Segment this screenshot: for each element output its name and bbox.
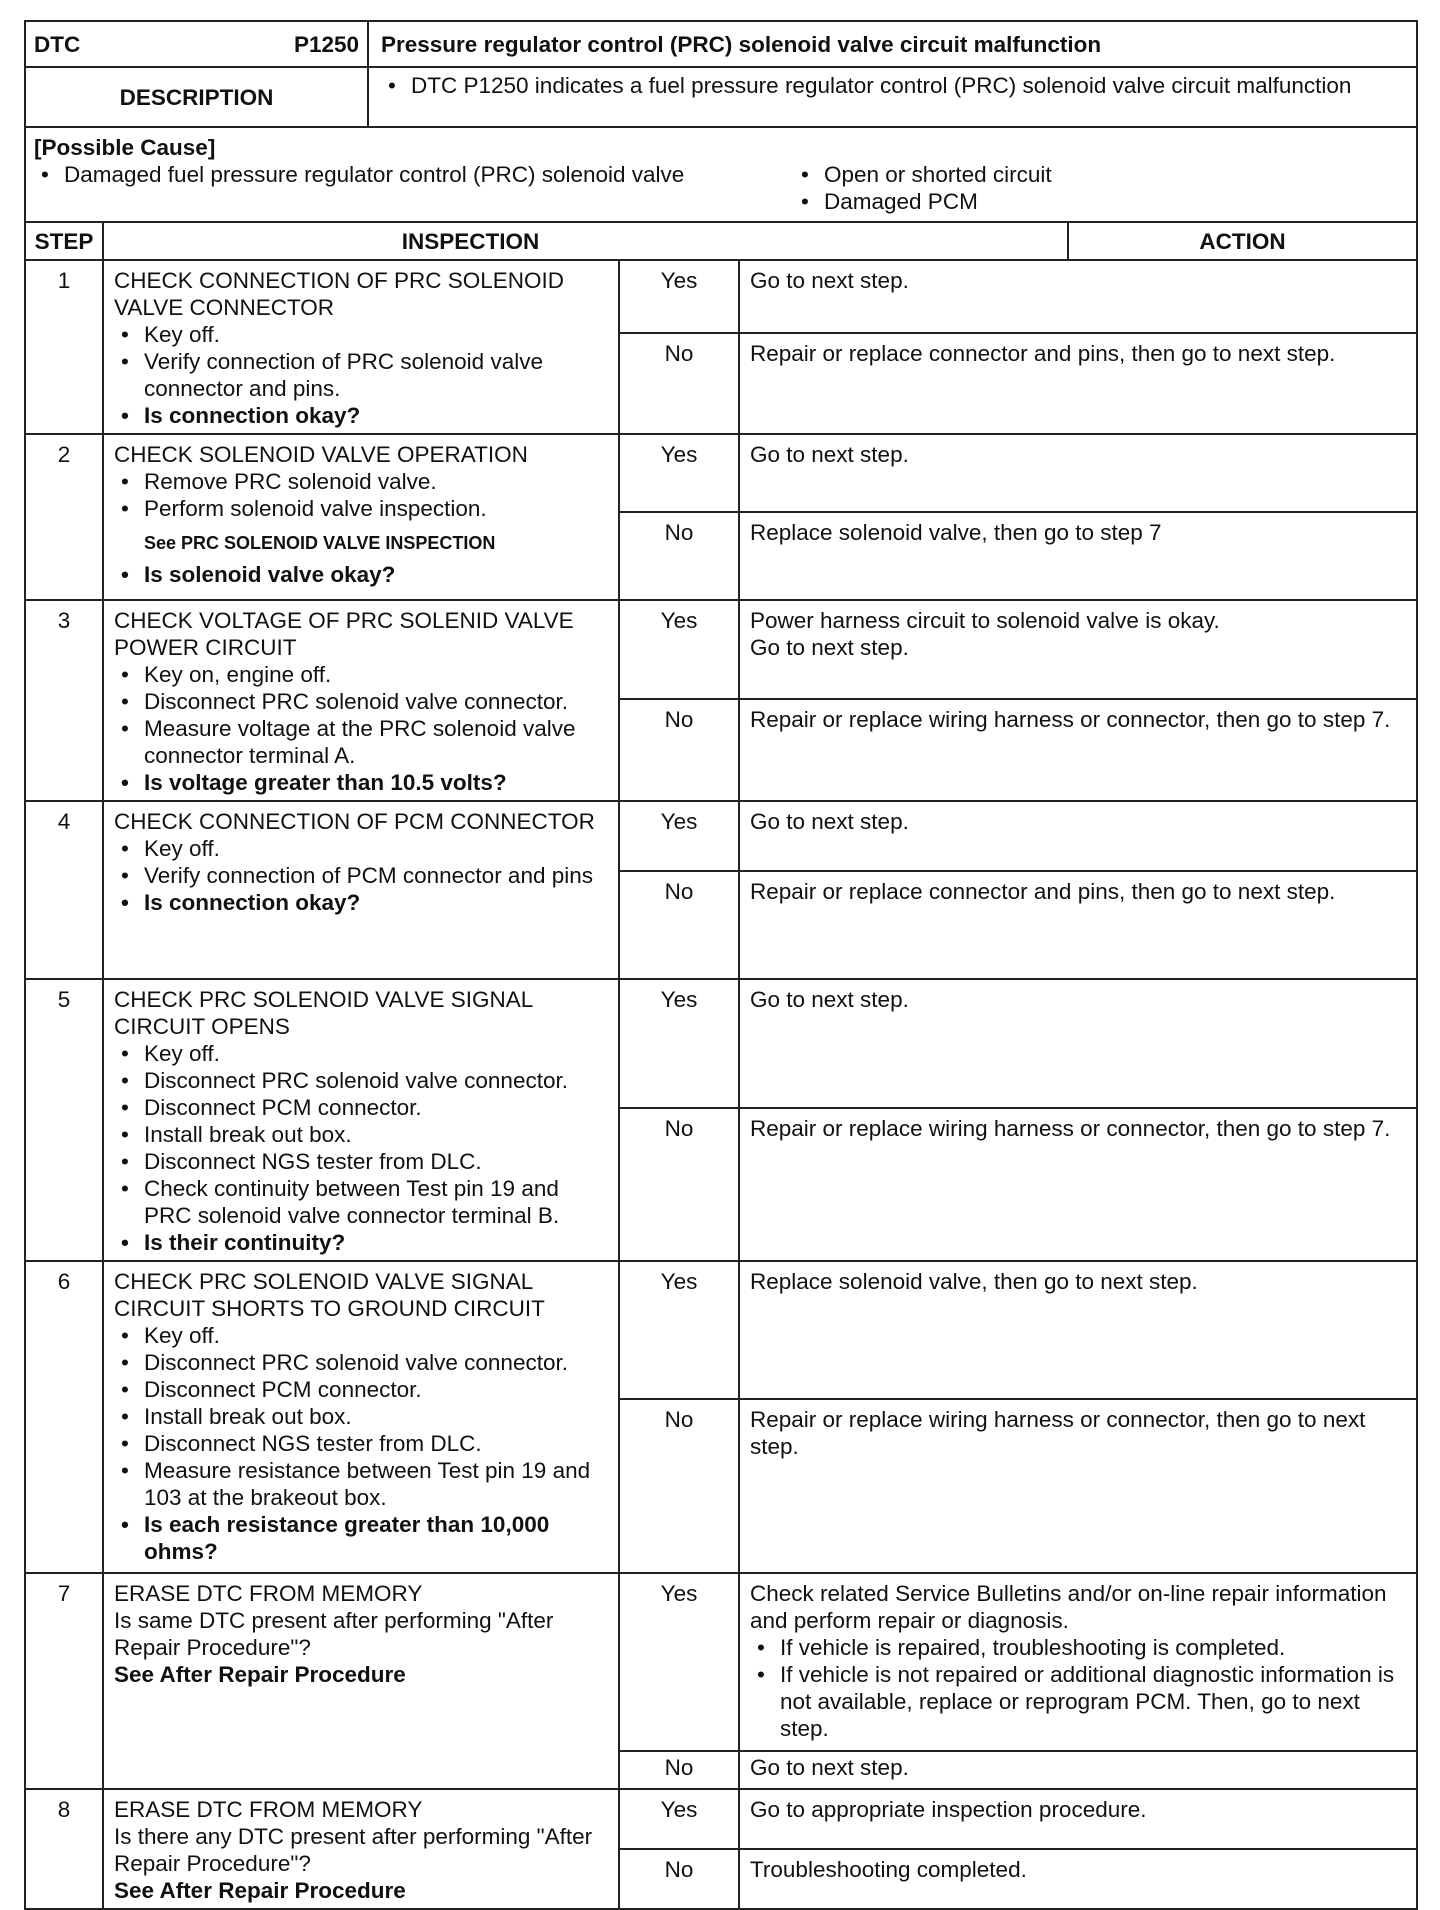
yes-label: Yes (619, 600, 739, 699)
yes-action: Replace solenoid valve, then go to next step. (739, 1261, 1417, 1399)
no-action: Repair or replace wiring harness or connector, then go to step 7. (739, 1108, 1417, 1261)
no-label: No (619, 512, 739, 600)
col-header-action: ACTION (1068, 222, 1417, 260)
dtc-table (24, 20, 1418, 261)
yes-label: Yes (619, 801, 739, 871)
yes-action: Go to next step. (739, 434, 1417, 512)
no-action: Repair or replace wiring harness or connector, then go to step 7. (739, 699, 1417, 801)
yes-label: Yes (619, 434, 739, 512)
step-row-8 (25, 1789, 1417, 1849)
see-reference: See After Repair Procedure (114, 1878, 406, 1903)
step-question: • Is their continuity? (114, 1229, 610, 1256)
step-inspection: CHECK VOLTAGE OF PRC SOLENID VALVE POWER CIRCUIT • Key on, engine off. • Disconnect PRC solenoid valve connector. • Measure voltage at the PRC solenoid valve connector terminal A. • Is voltage greater than 10.5 volts? (103, 600, 619, 801)
step-question: • Is connection okay? (114, 402, 610, 429)
description-label: DESCRIPTION (25, 67, 368, 127)
col-header-step: STEP (25, 222, 103, 260)
step-number: 3 (25, 600, 103, 801)
no-action: Troubleshooting completed. (739, 1849, 1417, 1909)
no-label: No (619, 1849, 739, 1909)
step-inspection: CHECK CONNECTION OF PCM CONNECTOR • Key off. • Verify connection of PCM connector and pins • Is connection okay? (103, 801, 619, 979)
yes-label: Yes (619, 1573, 739, 1751)
step-number: 2 (25, 434, 103, 600)
step-row-5 (25, 979, 1417, 1108)
no-label: No (619, 1108, 739, 1261)
no-action: Repair or replace connector and pins, then go to next step. (739, 871, 1417, 979)
step-row-2 (25, 434, 1417, 512)
cause-item: • Damaged fuel pressure regulator control (PRC) solenoid valve (34, 161, 734, 188)
step-number: 1 (25, 260, 103, 434)
no-label: No (619, 333, 739, 434)
step-number: 6 (25, 1261, 103, 1573)
step-row-1 (25, 260, 1417, 333)
yes-action: Go to next step. (739, 260, 1417, 333)
description-cell (368, 67, 1417, 127)
dtc-title: Pressure regulator control (PRC) solenoid valve circuit malfunction (368, 21, 1417, 67)
yes-label: Yes (619, 1789, 739, 1849)
step-inspection: CHECK SOLENOID VALVE OPERATION • Remove PRC solenoid valve. • Perform solenoid valve inspection. See PRC SOLENOID VALVE INSPECTION • Is solenoid valve okay? (103, 434, 619, 600)
yes-action: Go to appropriate inspection procedure. (739, 1789, 1417, 1849)
no-action: Repair or replace connector and pins, then go to next step. (739, 333, 1417, 434)
step-inspection: CHECK PRC SOLENOID VALVE SIGNAL CIRCUIT SHORTS TO GROUND CIRCUIT • Key off. • Disconnect PRC solenoid valve connector. • Disconnect PCM connector. • Install break out box. • Disconnect NGS tester from DLC. • Measure resistance between Test pin 19 and 103 at the brakeout box. • Is each resistance greater than 10,000 ohms? (103, 1261, 619, 1573)
no-action: Replace solenoid valve, then go to step 7 (739, 512, 1417, 600)
step-row-4 (25, 801, 1417, 871)
step-question: • Is connection okay? (114, 889, 610, 916)
step-question: • Is each resistance greater than 10,000 ohms? (114, 1511, 610, 1565)
dtc-document (24, 20, 1416, 1910)
step-number: 8 (25, 1789, 103, 1909)
step-row-3 (25, 600, 1417, 699)
yes-action: Power harness circuit to solenoid valve is okay. Go to next step. (739, 600, 1417, 699)
description-text: • DTC P1250 indicates a fuel pressure regulator control (PRC) solenoid valve circuit malfunction (381, 72, 1408, 99)
possible-cause-cell (25, 127, 1417, 222)
cause-item: • Open or shorted circuit (794, 161, 1408, 188)
no-label: No (619, 1399, 739, 1573)
yes-label: Yes (619, 1261, 739, 1399)
step-row-6 (25, 1261, 1417, 1399)
see-reference: See PRC SOLENOID VALVE INSPECTION (144, 533, 496, 553)
see-reference: See After Repair Procedure (114, 1662, 406, 1687)
step-inspection: ERASE DTC FROM MEMORY Is there any DTC present after performing "After Repair Procedure"? See After Repair Procedure (103, 1789, 619, 1909)
step-inspection: CHECK PRC SOLENOID VALVE SIGNAL CIRCUIT OPENS • Key off. • Disconnect PRC solenoid valve connector. • Disconnect PCM connector. • Install break out box. • Disconnect NGS tester from DLC. • Check continuity between Test pin 19 and PRC solenoid valve connector terminal B. • Is their continuity? (103, 979, 619, 1261)
col-header-inspection: INSPECTION (103, 222, 1068, 260)
no-action: Go to next step. (739, 1751, 1417, 1789)
step-number: 5 (25, 979, 103, 1261)
dtc-code: P1250 (293, 31, 359, 57)
step-question: • Is voltage greater than 10.5 volts? (114, 769, 610, 796)
step-question: • Is solenoid valve okay? (114, 561, 610, 588)
step-number: 4 (25, 801, 103, 979)
steps-table (24, 259, 1418, 1910)
no-label: No (619, 871, 739, 979)
step-inspection: CHECK CONNECTION OF PRC SOLENOID VALVE CONNECTOR • Key off. • Verify connection of PRC solenoid valve connector and pins. • Is connection okay? (103, 260, 619, 434)
step-inspection: ERASE DTC FROM MEMORY Is same DTC present after performing "After Repair Procedure"? See After Repair Procedure (103, 1573, 619, 1789)
yes-label: Yes (619, 260, 739, 333)
no-label: No (619, 699, 739, 801)
dtc-label: DTC (34, 31, 81, 57)
step-number: 7 (25, 1573, 103, 1789)
cause-item: • Damaged PCM (794, 188, 1408, 215)
possible-cause-label: [Possible Cause] (34, 135, 216, 160)
yes-action: Check related Service Bulletins and/or on-line repair information and perform repair or diagnosis. • If vehicle is repaired, troubleshooting is completed. • If vehicle is not repaired or additional diagnostic information is not available, replace or reprogram PCM. Then, go to next step. (739, 1573, 1417, 1751)
no-action: Repair or replace wiring harness or connector, then go to next step. (739, 1399, 1417, 1573)
yes-action: Go to next step. (739, 979, 1417, 1108)
no-label: No (619, 1751, 739, 1789)
step-row-7 (25, 1573, 1417, 1751)
yes-action: Go to next step. (739, 801, 1417, 871)
yes-label: Yes (619, 979, 739, 1108)
dtc-code-cell (25, 21, 368, 67)
